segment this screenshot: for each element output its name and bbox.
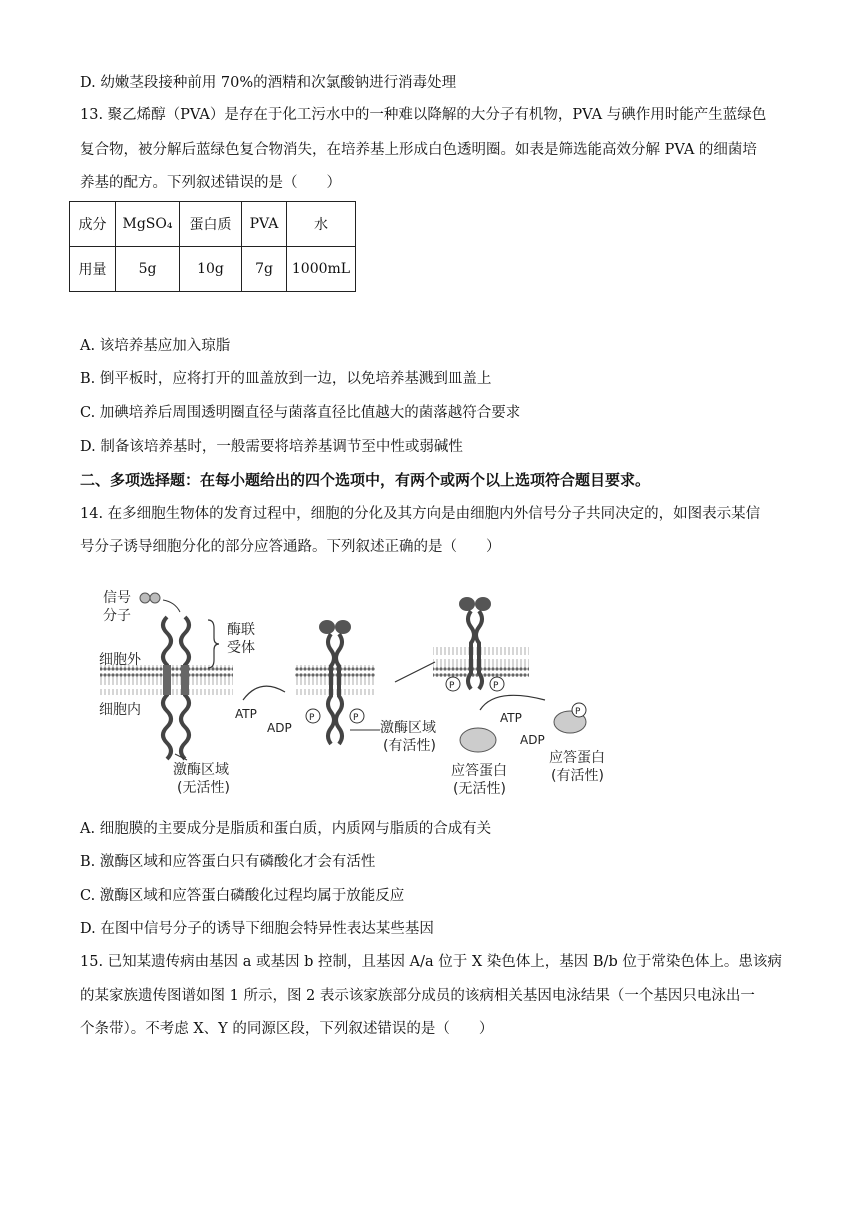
table-header-cell: MgSO₄ <box>116 202 180 247</box>
table-cell: 7g <box>242 247 287 292</box>
q13-stem: 13. 聚乙烯醇（PVA）是存在于化工污水中的一种难以降解的大分子有机物，PVA 与碘作用时能产生蓝绿色 <box>80 107 767 123</box>
q15-stem: 个条带）。不考虑 X、Y 的同源区段，下列叙述错误的是（ ） <box>80 1021 494 1037</box>
adp-label: ADP <box>267 721 292 735</box>
signal-molecule-icon <box>475 597 491 611</box>
signal-label: 分子 <box>103 608 131 624</box>
table-header-cell: 成分 <box>70 202 116 247</box>
q14-option-b: B. 激酶区域和应答蛋白只有磷酸化才会有活性 <box>80 854 376 870</box>
table-cell: 10g <box>180 247 242 292</box>
receptor-label: 酶联 <box>227 622 255 638</box>
table-cell: 1000mL <box>287 247 356 292</box>
kinase-inactive-label: 激酶区域 <box>173 762 229 778</box>
response-active-label: 应答蛋白 <box>549 750 605 766</box>
table-header-cell: 水 <box>287 202 356 247</box>
transmembrane-segment <box>181 665 189 695</box>
kinase-active-label: 激酶区域 <box>380 720 436 736</box>
phosphate-label: P <box>353 713 359 723</box>
response-protein-inactive <box>460 728 496 752</box>
q13-option-c: C. 加碘培养后周围透明圈直径与菌落直径比值越大的菌落越符合要求 <box>80 405 521 421</box>
culture-medium-table <box>69 201 356 292</box>
q12-option-d: D. 幼嫩茎段接种前用 70%的酒精和次氯酸钠进行消毒处理 <box>80 75 457 91</box>
phosphate-label: P <box>575 707 581 717</box>
phosphate-label: P <box>493 681 499 691</box>
q14-option-a: A. 细胞膜的主要成分是脂质和蛋白质，内质网与脂质的合成有关 <box>80 821 492 837</box>
adp-label: ADP <box>520 733 545 747</box>
table-row <box>70 247 356 292</box>
transmembrane-segment <box>163 665 171 695</box>
q15-stem: 15. 已知某遗传病由基因 a 或基因 b 控制，且基因 A/a 位于 X 染色体上，基因 B/b 位于常染色体上。患该病 <box>80 954 782 970</box>
table-header-cell: PVA <box>242 202 287 247</box>
q14-stem: 14. 在多细胞生物体的发育过程中，细胞的分化及其方向是由细胞内外信号分子共同决定的，如图表示某信 <box>80 506 761 522</box>
atp-label: ATP <box>500 711 522 725</box>
table-row <box>70 202 356 247</box>
response-inactive-label: (无活性) <box>453 781 506 797</box>
signal-molecule-icon <box>319 620 335 634</box>
inside-label: 细胞内 <box>99 702 141 718</box>
table-header-cell: 蛋白质 <box>180 202 242 247</box>
signal-molecule-icon <box>459 597 475 611</box>
arrow-icon <box>243 686 285 700</box>
q15-stem: 的某家族遗传图谱如图 1 所示，图 2 表示该家族部分成员的该病相关基因电泳结果（一个基因只电泳出一 <box>80 988 755 1004</box>
signal-pathway-figure <box>95 582 625 812</box>
q13-option-a: A. 该培养基应加入琼脂 <box>80 338 231 354</box>
cell-membrane <box>295 665 375 695</box>
phosphate-label: P <box>449 681 455 691</box>
receptor-label: 受体 <box>227 640 255 656</box>
table-cell: 5g <box>116 247 180 292</box>
arrow-icon <box>163 600 180 612</box>
q14-option-d: D. 在图中信号分子的诱导下细胞会特异性表达某些基因 <box>80 921 434 937</box>
q13-stem: 养基的配方。下列叙述错误的是（ ） <box>80 175 341 191</box>
q13-stem: 复合物，被分解后蓝绿色复合物消失，在培养基上形成白色透明圈。如表是筛选能高效分解 PVA 的细菌培 <box>80 142 757 158</box>
signal-molecule-icon <box>150 593 160 603</box>
kinase-inactive-label: (无活性) <box>177 780 230 796</box>
response-active-label: (有活性) <box>551 768 604 784</box>
kinase-active-label: (有活性) <box>383 738 436 754</box>
arrow-icon <box>480 695 545 710</box>
q13-option-d: D. 制备该培养基时，一般需要将培养基调节至中性或弱碱性 <box>80 439 463 455</box>
atp-label: ATP <box>235 707 257 721</box>
phosphate-label: P <box>309 713 315 723</box>
outside-label: 细胞外 <box>99 652 141 668</box>
q14-option-c: C. 激酶区域和应答蛋白磷酸化过程均属于放能反应 <box>80 888 405 904</box>
signal-molecule-icon <box>335 620 351 634</box>
q14-stem: 号分子诱导细胞分化的部分应答通路。下列叙述正确的是（ ） <box>80 539 501 555</box>
signal-label: 信号 <box>103 590 131 606</box>
q13-option-b: B. 倒平板时，应将打开的皿盖放到一边，以免培养基溅到皿盖上 <box>80 371 492 387</box>
section-heading: 二、多项选择题：在每小题给出的四个选项中，有两个或两个以上选项符合题目要求。 <box>80 471 651 489</box>
arrow-icon <box>395 662 435 682</box>
response-inactive-label: 应答蛋白 <box>451 763 507 779</box>
signal-molecule-icon <box>140 593 150 603</box>
brace-icon <box>208 620 219 668</box>
table-cell: 用量 <box>70 247 116 292</box>
